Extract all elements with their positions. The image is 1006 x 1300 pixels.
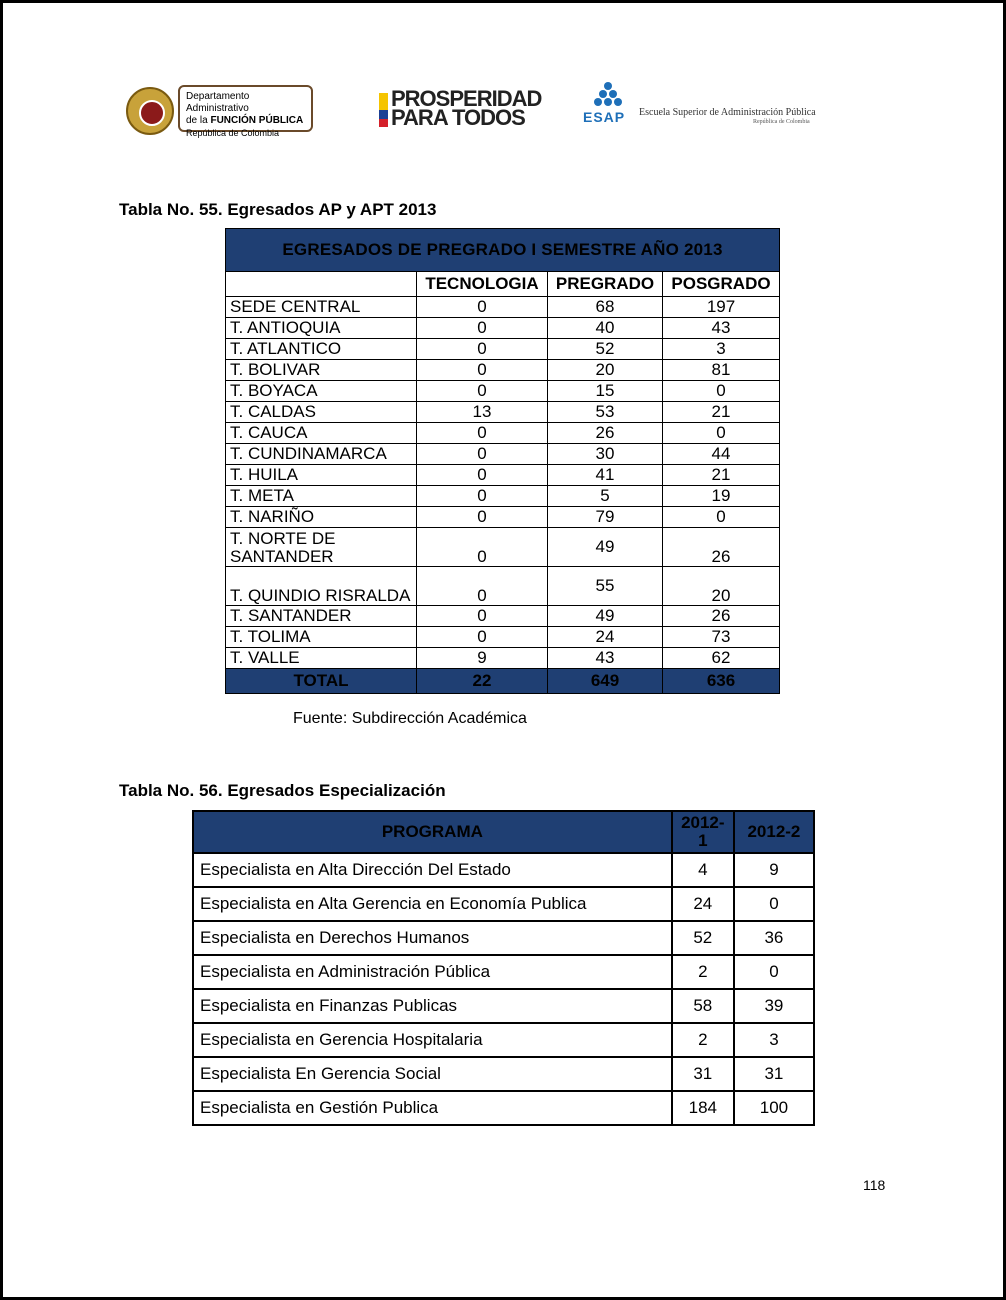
table55-cell-pregrado: 40 (548, 318, 663, 339)
table56-cell-programa: Especialista en Derechos Humanos (193, 921, 672, 955)
table55-total-label: TOTAL (226, 669, 417, 694)
table56-header-2012-2: 2012-2 (734, 811, 814, 853)
table56-cell-2012-2: 39 (734, 989, 814, 1023)
table55-cell-posgrado: 3 (663, 339, 780, 360)
table55-cell-sede: T. QUINDIO RISRALDA (226, 567, 417, 606)
table-row (193, 955, 814, 989)
table55-header-pregrado: PREGRADO (548, 272, 663, 297)
table55-cell-sede: T. META (226, 486, 417, 507)
table-row (193, 1091, 814, 1125)
table55-cell-sede: SEDE CENTRAL (226, 297, 417, 318)
table-row (193, 853, 814, 887)
table55-cell-tecnologia: 0 (417, 423, 548, 444)
table55-cell-posgrado: 26 (663, 528, 780, 567)
table55-cell-pregrado: 52 (548, 339, 663, 360)
table56-cell-2012-2: 100 (734, 1091, 814, 1125)
table-row (226, 318, 780, 339)
table56-header-2012-1: 2012-1 (672, 811, 734, 853)
table55-cell-pregrado: 24 (548, 627, 663, 648)
table55-cell-pregrado: 30 (548, 444, 663, 465)
table55-cell-posgrado: 44 (663, 444, 780, 465)
table-row (226, 339, 780, 360)
table55-cell-tecnologia: 9 (417, 648, 548, 669)
table55-cell-sede: T. CALDAS (226, 402, 417, 423)
dafp-line2-bold: FUNCIÓN PÚBLICA (210, 115, 304, 126)
table-row (193, 887, 814, 921)
esap-name: Escuela Superior de Administración Pública (639, 107, 816, 118)
table-row (226, 648, 780, 669)
table-row (226, 567, 780, 606)
table-row (226, 423, 780, 444)
table55-cell-pregrado: 15 (548, 381, 663, 402)
esap-subtitle: República de Colombia (753, 119, 810, 125)
table55-cell-pregrado: 26 (548, 423, 663, 444)
table55-cell-posgrado: 0 (663, 381, 780, 402)
table56-header-programa: PROGRAMA (193, 811, 672, 853)
table55-cell-sede: T. BOLIVAR (226, 360, 417, 381)
table55-total-tecnologia: 22 (417, 669, 548, 694)
table55-cell-tecnologia: 0 (417, 606, 548, 627)
table55-cell-sede: T. HUILA (226, 465, 417, 486)
table55-header-tecnologia: TECNOLOGIA (417, 272, 548, 297)
table55-cell-tecnologia: 0 (417, 381, 548, 402)
table56-cell-programa: Especialista en Gestión Publica (193, 1091, 672, 1125)
table55-header-posgrado: POSGRADO (663, 272, 780, 297)
table55-cell-sede: T. BOYACA (226, 381, 417, 402)
table55-title: EGRESADOS DE PREGRADO I SEMESTRE AÑO 2013 (226, 229, 780, 272)
table55-cell-sede: T. CUNDINAMARCA (226, 444, 417, 465)
esap-acronym: ESAP (583, 109, 626, 125)
table55-cell-tecnologia: 0 (417, 627, 548, 648)
dafp-logo-text (178, 85, 313, 138)
table55-cell-posgrado: 81 (663, 360, 780, 381)
table-row (226, 606, 780, 627)
table55-cell-tecnologia: 0 (417, 528, 548, 567)
table55-cell-tecnologia: 0 (417, 297, 548, 318)
table55-cell-posgrado: 197 (663, 297, 780, 318)
table55-cell-sede: T. SANTANDER (226, 606, 417, 627)
table55-cell-sede: T. ANTIOQUIA (226, 318, 417, 339)
table56-cell-2012-2: 9 (734, 853, 814, 887)
table-row (226, 627, 780, 648)
table55-total-posgrado: 636 (663, 669, 780, 694)
table55-cell-posgrado: 62 (663, 648, 780, 669)
table56-cell-2012-1: 2 (672, 1023, 734, 1057)
table55-cell-tecnologia: 0 (417, 486, 548, 507)
table56-cell-programa: Especialista en Gerencia Hospitalaria (193, 1023, 672, 1057)
dafp-line1: Departamento Administrativo (186, 91, 250, 114)
table55-cell-tecnologia: 0 (417, 339, 548, 360)
table55-cell-posgrado: 21 (663, 465, 780, 486)
table-row (226, 486, 780, 507)
table55-cell-sede: T. NARIÑO (226, 507, 417, 528)
table56-cell-2012-2: 3 (734, 1023, 814, 1057)
table56-cell-2012-1: 184 (672, 1091, 734, 1125)
table-row (226, 381, 780, 402)
table56-cell-programa: Especialista En Gerencia Social (193, 1057, 672, 1091)
table55-cell-posgrado: 19 (663, 486, 780, 507)
table55-cell-tecnologia: 13 (417, 402, 548, 423)
table-row (193, 989, 814, 1023)
table55-cell-pregrado: 55 (548, 567, 663, 606)
table-row (226, 444, 780, 465)
table56-cell-programa: Especialista en Alta Gerencia en Economía Publica (193, 887, 672, 921)
table56-cell-2012-1: 4 (672, 853, 734, 887)
table-row (226, 507, 780, 528)
table55-cell-pregrado: 79 (548, 507, 663, 528)
table55-cell-posgrado: 0 (663, 423, 780, 444)
page-number: 118 (863, 1177, 886, 1193)
table56-cell-2012-1: 58 (672, 989, 734, 1023)
table55-cell-tecnologia: 0 (417, 360, 548, 381)
table56-cell-programa: Especialista en Finanzas Publicas (193, 989, 672, 1023)
table-row (226, 465, 780, 486)
table55-caption: Tabla No. 55. Egresados AP y APT 2013 (119, 200, 437, 219)
table55-cell-sede: T. TOLIMA (226, 627, 417, 648)
table55-cell-pregrado: 68 (548, 297, 663, 318)
table56-caption: Tabla No. 56. Egresados Especialización (119, 781, 446, 800)
table-row (193, 1057, 814, 1091)
table55-cell-tecnologia: 0 (417, 318, 548, 339)
table55-cell-pregrado: 41 (548, 465, 663, 486)
table56-cell-2012-2: 0 (734, 887, 814, 921)
table56-cell-2012-2: 31 (734, 1057, 814, 1091)
table-row (226, 297, 780, 318)
table55-cell-tecnologia: 0 (417, 507, 548, 528)
dafp-line2-prefix: de la (186, 115, 211, 126)
table-row (226, 528, 780, 567)
table56 (192, 810, 815, 1126)
table56-cell-2012-2: 0 (734, 955, 814, 989)
table55-cell-tecnologia: 0 (417, 465, 548, 486)
table55-cell-sede: T. NORTE DE SANTANDER (226, 528, 417, 567)
table-row (226, 402, 780, 423)
table55-cell-pregrado: 20 (548, 360, 663, 381)
table-row (226, 360, 780, 381)
table56-cell-2012-2: 36 (734, 921, 814, 955)
table55-cell-posgrado: 20 (663, 567, 780, 606)
table55-cell-posgrado: 43 (663, 318, 780, 339)
table55 (225, 228, 780, 694)
table55-cell-posgrado: 21 (663, 402, 780, 423)
table55-cell-posgrado: 26 (663, 606, 780, 627)
table55-cell-sede: T. ATLANTICO (226, 339, 417, 360)
table55-total-pregrado: 649 (548, 669, 663, 694)
table56-cell-programa: Especialista en Administración Pública (193, 955, 672, 989)
table55-header-empty (226, 272, 417, 297)
table55-cell-pregrado: 43 (548, 648, 663, 669)
table56-cell-2012-1: 2 (672, 955, 734, 989)
colombia-flag-icon (379, 93, 388, 127)
table55-cell-pregrado: 53 (548, 402, 663, 423)
prosperidad-line1: PROSPERIDAD (391, 86, 542, 111)
table56-cell-2012-1: 31 (672, 1057, 734, 1091)
table-row (193, 921, 814, 955)
table56-cell-2012-1: 52 (672, 921, 734, 955)
table55-cell-sede: T. CAUCA (226, 423, 417, 444)
table56-cell-2012-1: 24 (672, 887, 734, 921)
table55-cell-posgrado: 0 (663, 507, 780, 528)
table55-cell-pregrado: 5 (548, 486, 663, 507)
table55-cell-pregrado: 49 (548, 606, 663, 627)
table55-cell-tecnologia: 0 (417, 444, 548, 465)
table-row (193, 1023, 814, 1057)
table56-cell-programa: Especialista en Alta Dirección Del Estado (193, 853, 672, 887)
table55-cell-sede: T. VALLE (226, 648, 417, 669)
table55-source: Fuente: Subdirección Académica (293, 710, 527, 727)
table55-cell-pregrado: 49 (548, 528, 663, 567)
table55-cell-tecnologia: 0 (417, 567, 548, 606)
table55-total-row (226, 669, 780, 694)
table55-cell-posgrado: 73 (663, 627, 780, 648)
prosperidad-line2: PARA TODOS (391, 105, 525, 130)
colombia-seal-icon (126, 87, 174, 135)
dafp-line3: República de Colombia (186, 128, 280, 138)
